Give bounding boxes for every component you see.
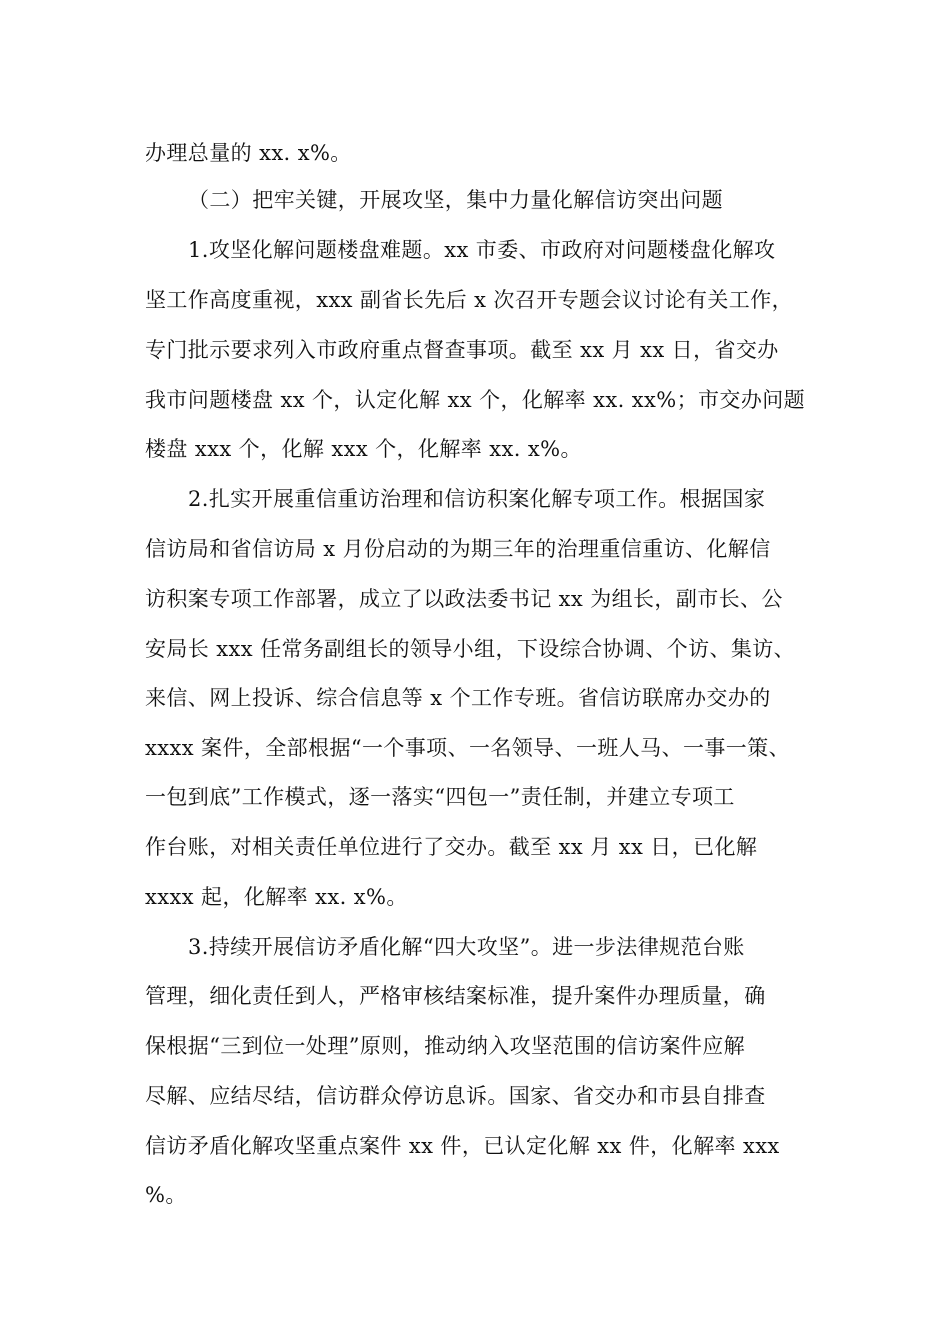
text-line: 安局长 xxx 任常务副组长的领导小组，下设综合协调、个访、集访、 (145, 637, 796, 661)
text-line: 保根据“三到位一处理”原则，推动纳入攻坚范围的信访案件应解 (145, 1034, 746, 1058)
text-line: 访积案专项工作部署，成立了以政法委书记 xx 为组长，副市长、公 (145, 587, 783, 611)
text-line: 坚工作高度重视，xxx 副省长先后 x 次召开专题会议讨论有关工作， (145, 288, 793, 312)
text-line: 作台账，对相关责任单位进行了交办。截至 xx 月 xx 日，已化解 (145, 835, 758, 859)
section-heading: （二）把牢关键，开展攻坚，集中力量化解信访突出问题 (188, 188, 723, 212)
text-line: 2.扎实开展重信重访治理和信访积案化解专项工作。根据国家 (188, 487, 766, 511)
text-line: 办理总量的 xx. x%。 (145, 141, 352, 165)
text-line: 我市问题楼盘 xx 个，认定化解 xx 个，化解率 xx. xx%；市交办问题 (145, 388, 806, 412)
text-line: %。 (145, 1183, 187, 1207)
text-line: 信访局和省信访局 x 月份启动的为期三年的治理重信重访、化解信 (145, 537, 771, 561)
text-line: xxxx 起，化解率 xx. x%。 (145, 885, 408, 909)
text-line: 专门批示要求列入市政府重点督查事项。截至 xx 月 xx 日，省交办 (145, 338, 779, 362)
text-line: xxxx 案件，全部根据“一个事项、一名领导、一班人马、一事一策、 (145, 736, 790, 760)
text-line: 楼盘 xxx 个，化解 xxx 个，化解率 xx. x%。 (145, 437, 582, 461)
text-line: 一包到底”工作模式，逐一落实“四包一”责任制，并建立专项工 (145, 785, 735, 809)
text-line: 尽解、应结尽结，信访群众停访息诉。国家、省交办和市县自排查 (145, 1084, 766, 1108)
text-line: 来信、网上投诉、综合信息等 x 个工作专班。省信访联席办交办的 (145, 686, 771, 710)
text-line: 信访矛盾化解攻坚重点案件 xx 件，已认定化解 xx 件，化解率 xxx (145, 1134, 780, 1158)
text-line: 管理，细化责任到人，严格审核结案标准，提升案件办理质量，确 (145, 984, 766, 1008)
text-line: 3.持续开展信访矛盾化解“四大攻坚”。进一步法律规范台账 (188, 935, 745, 959)
text-line: 1.攻坚化解问题楼盘难题。xx 市委、市政府对问题楼盘化解攻 (188, 238, 776, 262)
